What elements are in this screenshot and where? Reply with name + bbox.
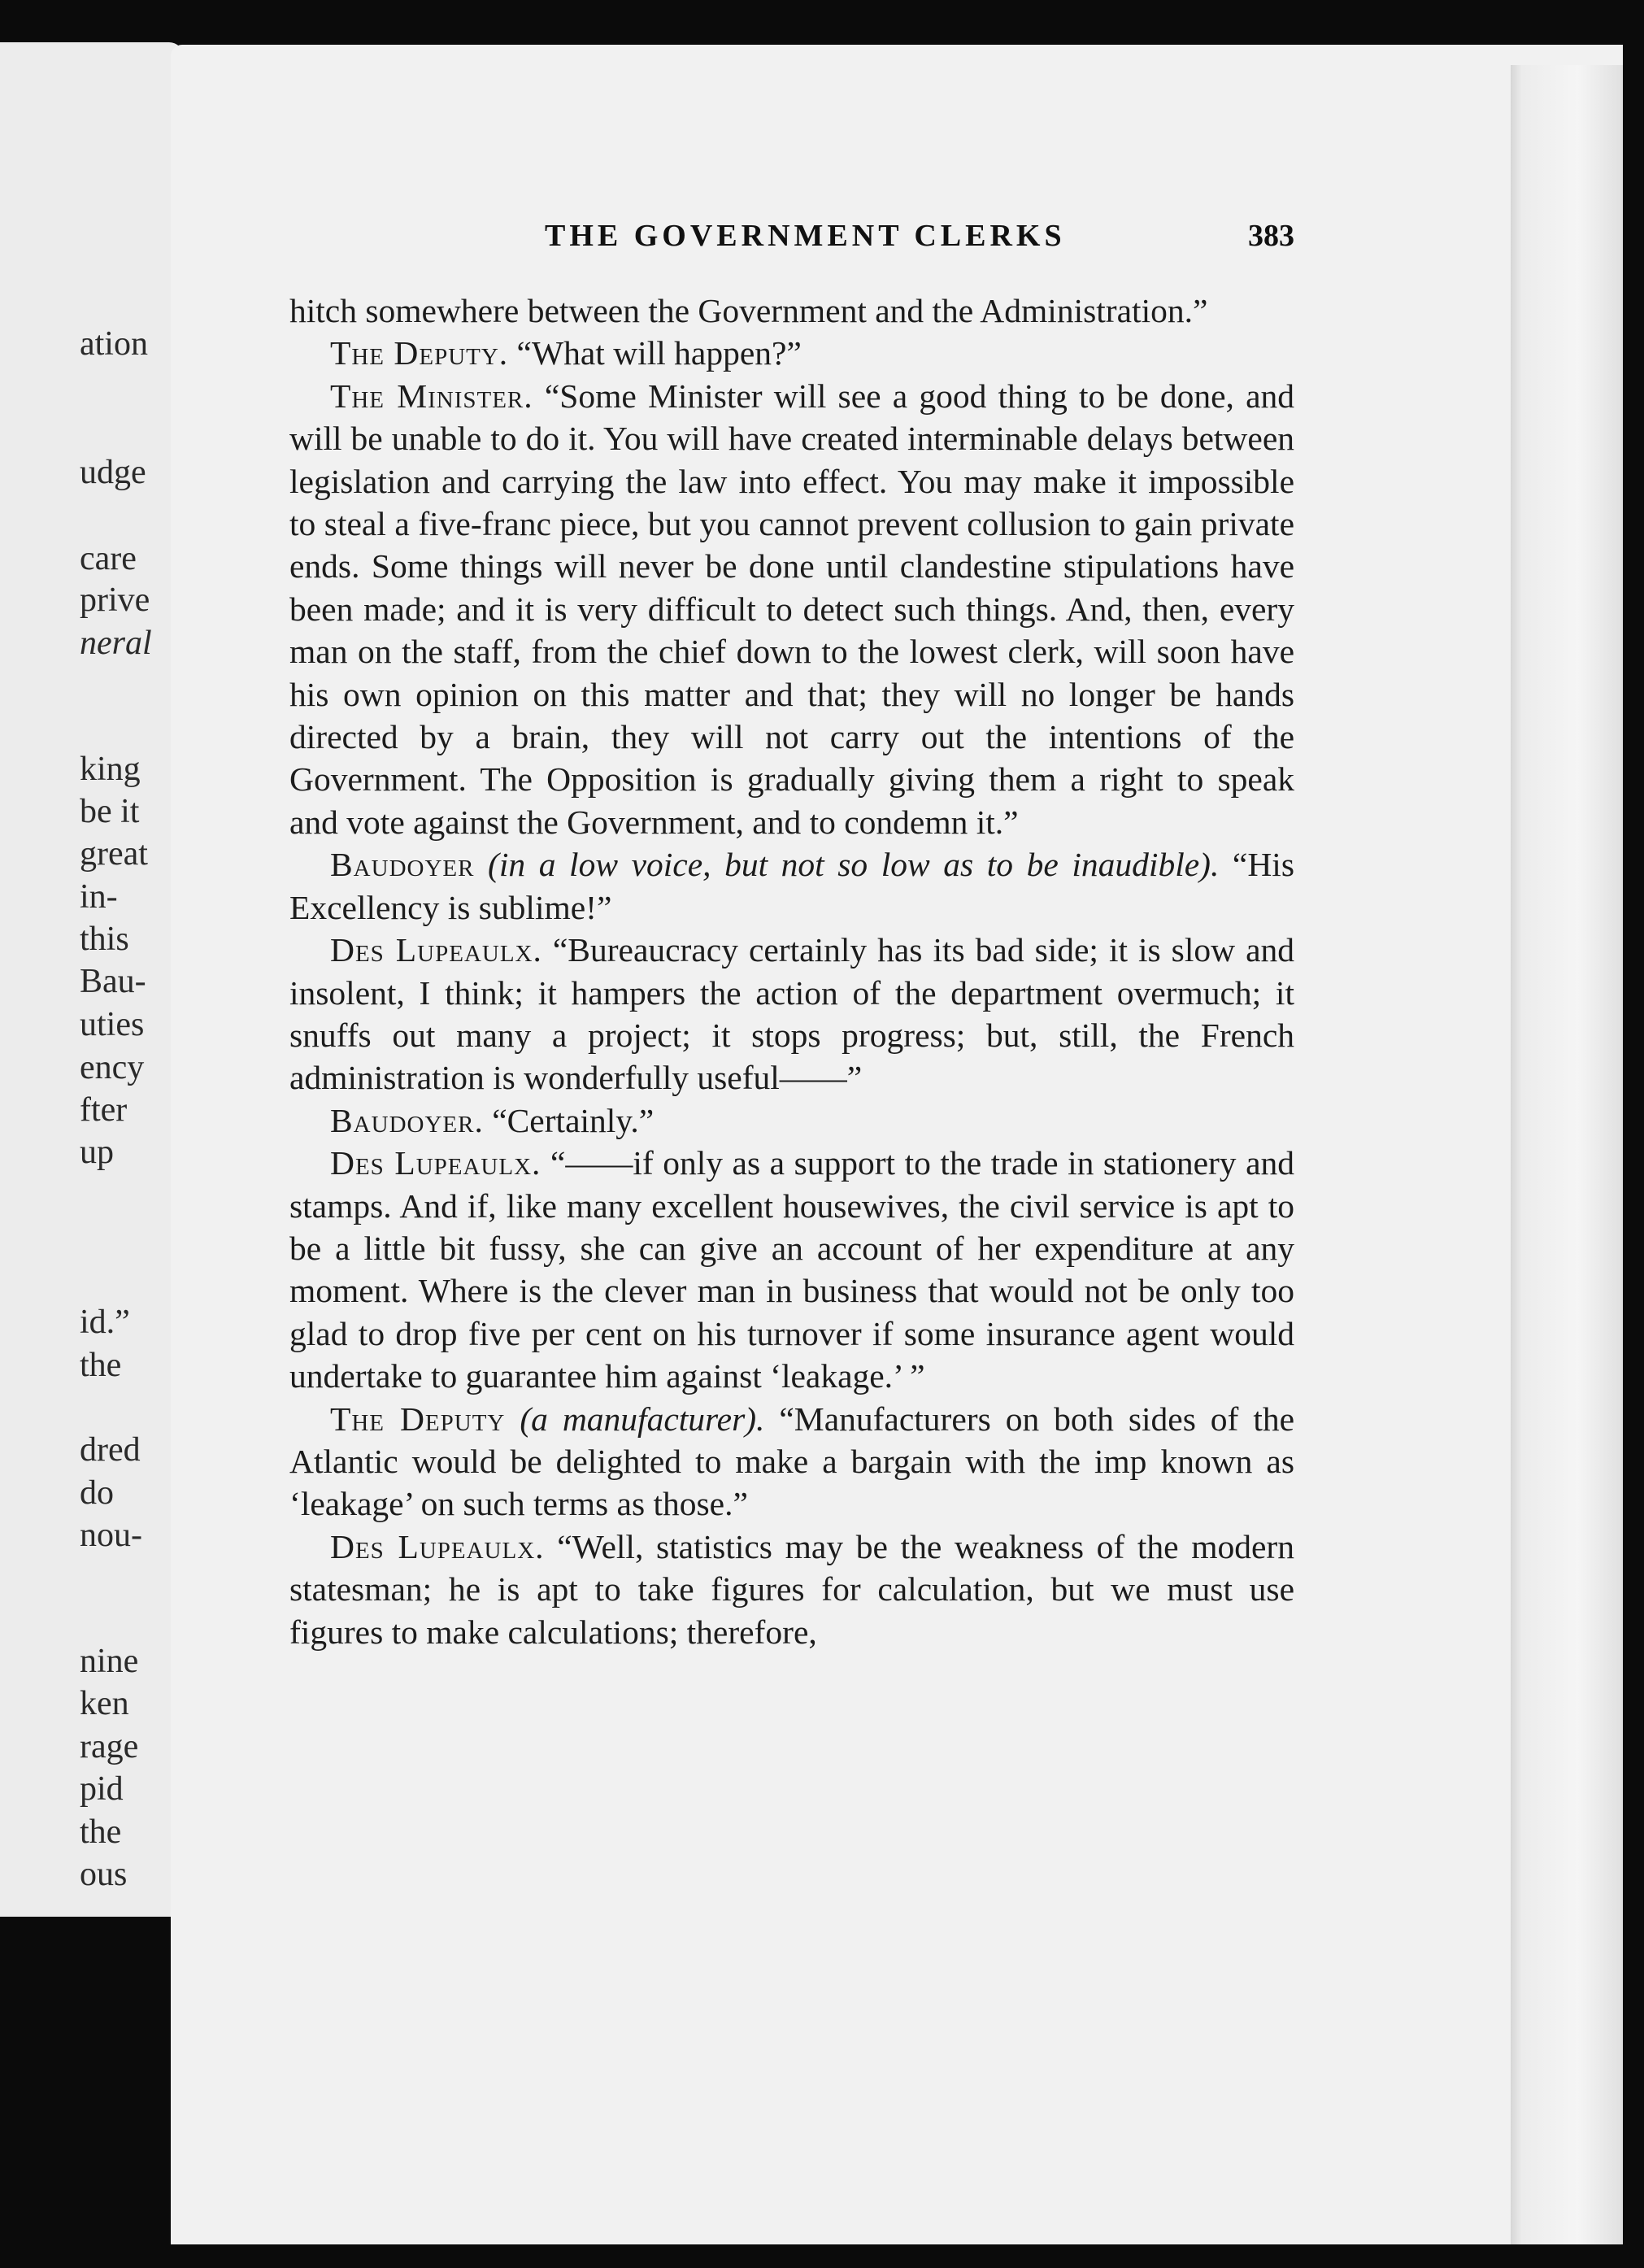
left-fragment: ous bbox=[80, 1856, 128, 1893]
left-fragment: be it bbox=[80, 793, 140, 830]
left-fragment: the bbox=[80, 1347, 122, 1384]
paragraph bbox=[289, 375, 1294, 843]
page-edge bbox=[1511, 65, 1623, 2244]
page-header bbox=[0, 218, 1644, 267]
left-fragment: nine bbox=[80, 1643, 139, 1680]
left-fragment: uties bbox=[80, 1006, 145, 1043]
dialogue-text: “Bureaucracy certainly has its bad side; it is slow and insolent, I think; it hampers the action of the department overmuch; it snuffs out many a project; it stops progress; but, still, the French administration is wonderfully useful——” bbox=[289, 931, 1294, 1097]
dialogue-text: “His Excellency is sublime!” bbox=[289, 846, 1294, 926]
left-fragment: Bau- bbox=[80, 963, 146, 1000]
running-head: THE GOVERNMENT CLERKS bbox=[545, 219, 1066, 253]
dialogue-text: “Manufacturers on both sides of the Atlantic would be delighted to make a bargain with the imp known as ‘leakage’ on such terms as those.” bbox=[289, 1400, 1295, 1523]
speaker-name: Des Lupeaulx. bbox=[330, 931, 542, 969]
left-fragment: dred bbox=[80, 1431, 141, 1469]
left-fragment: id.” bbox=[80, 1304, 130, 1341]
left-fragment: this bbox=[80, 921, 129, 958]
page-number: 383 bbox=[1248, 219, 1294, 253]
paragraph bbox=[289, 332, 1294, 374]
paragraph bbox=[289, 843, 1294, 929]
paragraph bbox=[289, 1526, 1294, 1653]
left-fragment: udge bbox=[80, 454, 146, 491]
dialogue-text: “Well, statistics may be the weakness of the modern statesman; he is apt to take figures for calculation, but we must use figures to make calculations; therefore, bbox=[289, 1527, 1295, 1651]
left-fragment: the bbox=[80, 1813, 122, 1851]
left-fragment: prive bbox=[80, 581, 150, 619]
left-page bbox=[0, 42, 184, 1917]
left-fragment: ken bbox=[80, 1685, 129, 1722]
speaker-name: Des Lupeaulx. bbox=[330, 1144, 541, 1182]
paragraph bbox=[289, 929, 1294, 1099]
dialogue-text: “Some Minister will see a good thing to be done, and will be unable to do it. You will have created interminable delays between legislation and carrying the law into effect. You may make it impossible to steal a five-franc piece, but you cannot prevent collusion to gain private ends. Some things will never be done until clandestine stipulations have been made; and it is very difficult to detect such things. And, then, every man on the staff, from the chief down to the lowest clerk, will soon have his own opinion on this matter and that; they will no longer be hands directed by a brain, they will not carry out the intentions of the Government. The Opposition is gradually giving them a right to speak and vote against the Government, and to condemn it.” bbox=[289, 377, 1295, 841]
paragraph bbox=[289, 1099, 1294, 1142]
left-fragment: king bbox=[80, 751, 141, 788]
left-fragment: care bbox=[80, 540, 137, 577]
dialogue-text: hitch somewhere between the Government and the Administration.” bbox=[289, 292, 1208, 329]
left-fragment: ation bbox=[80, 325, 148, 363]
left-fragment: up bbox=[80, 1134, 114, 1171]
left-fragment: do bbox=[80, 1474, 114, 1512]
left-fragment: fter bbox=[80, 1091, 128, 1129]
speaker-name: Baudoyer. bbox=[330, 1101, 484, 1139]
speaker-name: Baudoyer bbox=[330, 846, 475, 884]
left-fragment: neral bbox=[80, 625, 152, 662]
left-fragment: nou- bbox=[80, 1517, 142, 1554]
paragraph bbox=[289, 1142, 1294, 1397]
speaker-name: Des Lupeaulx. bbox=[330, 1527, 545, 1565]
speaker-name: The Deputy. bbox=[330, 334, 509, 372]
stage-direction: (in a low voice, but not so low as to be inaudible). bbox=[488, 846, 1220, 884]
stage-direction: (a manufacturer). bbox=[520, 1400, 765, 1438]
speaker-name: The Deputy bbox=[330, 1400, 506, 1438]
paragraph bbox=[289, 1398, 1294, 1526]
dialogue-text: “——if only as a support to the trade in stationery and stamps. And if, like many excellent housewives, the civil service is apt to be a little bit fussy, she can give an account of her expenditure at any moment. Where is the clever man in business that would not be only too glad to drop five per cent on his turnover if some insurance agent would undertake to guarantee him against ‘leakage.’ ” bbox=[289, 1144, 1295, 1395]
paragraph bbox=[289, 289, 1294, 332]
speaker-name: The Minister. bbox=[330, 377, 533, 415]
left-fragment: ency bbox=[80, 1049, 145, 1086]
left-fragment: great bbox=[80, 835, 148, 873]
text-block bbox=[289, 289, 1294, 1653]
left-fragment: rage bbox=[80, 1728, 139, 1765]
left-fragment: pid bbox=[80, 1770, 124, 1808]
left-fragment: in- bbox=[80, 878, 118, 916]
dialogue-text: “Certainly.” bbox=[492, 1101, 655, 1139]
dialogue-text: “What will happen?” bbox=[516, 334, 802, 372]
